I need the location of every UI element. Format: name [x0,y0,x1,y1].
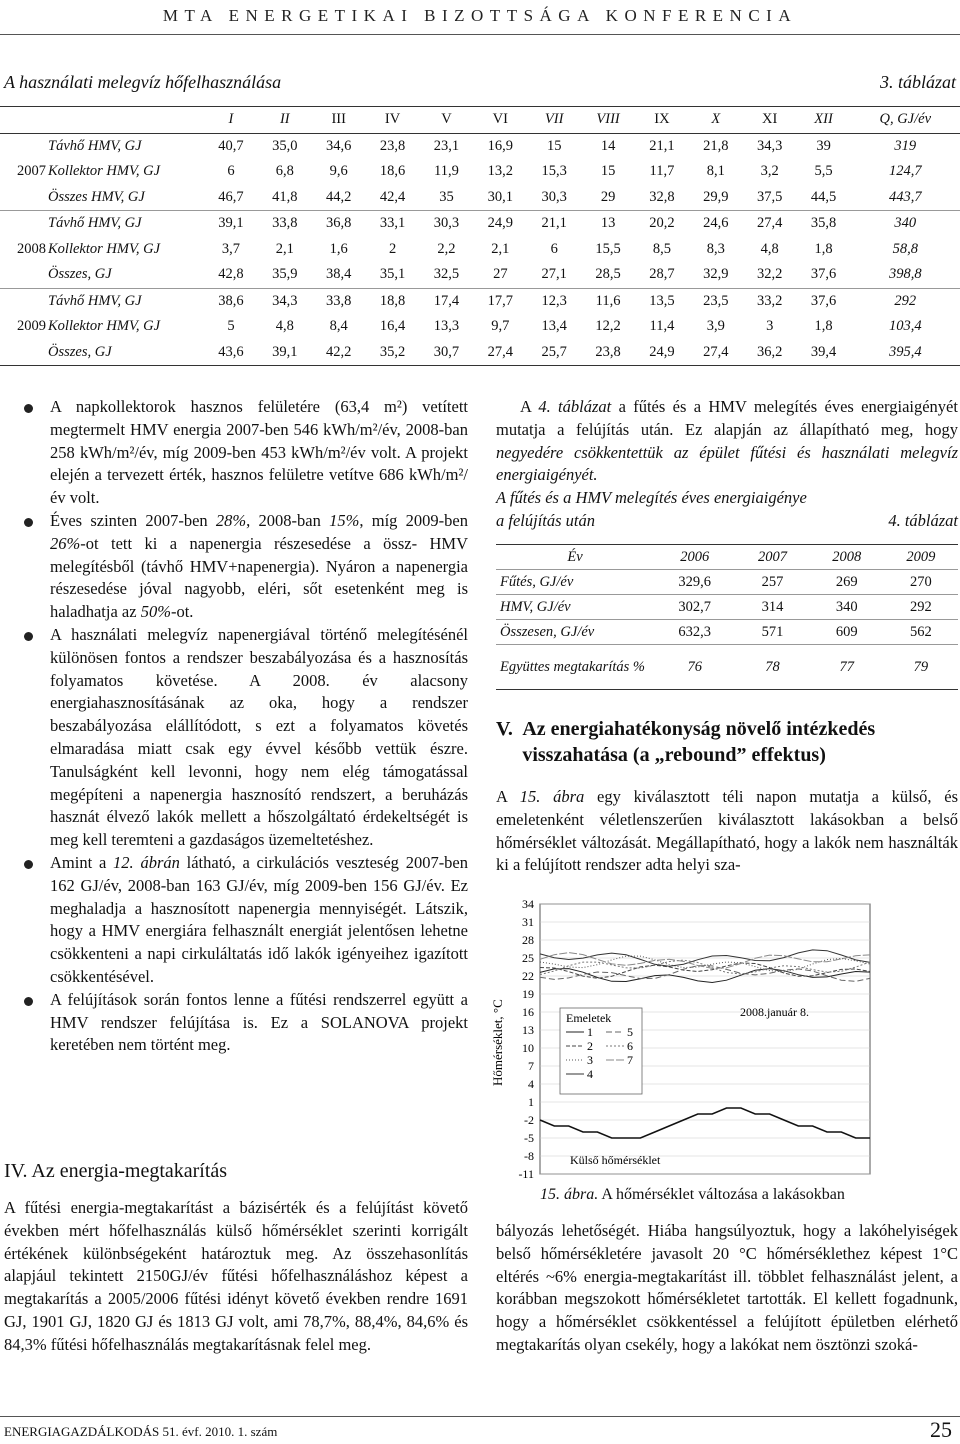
table-cell: 1,8 [814,318,833,335]
row-label: Összes HMV, GJ [48,185,204,211]
row-year [0,340,48,366]
bullet-icon [24,632,33,641]
table3-number: 3. táblázat [879,72,956,92]
table-cell: 9,7 [491,318,510,335]
table-cell: 33,8 [326,292,352,309]
table-cell: 23,1 [433,137,460,154]
col-header: VIII [581,107,635,134]
table-cell: 2,1 [491,240,510,257]
table-cell: 34,3 [757,137,783,154]
row-label: Távhő HMV, GJ [48,215,142,232]
table-cell: 9,6 [329,163,348,180]
table-cell: 30,3 [527,185,581,211]
legend-label: 6 [627,1039,633,1053]
table-row: Fűtés, GJ/év 329,6 257 269 270 [496,570,958,595]
table-cell: 30,3 [433,215,460,232]
row-label: Távhő HMV, GJ [48,292,142,309]
table-cell: 29,9 [689,185,743,211]
table-cell: 37,6 [797,262,851,288]
table-cell: 13,3 [433,318,460,335]
table-cell: 1,6 [329,240,348,257]
table4-number: 4. táblázat [888,510,958,530]
table3 [0,106,960,366]
table-cell: 18,8 [379,292,406,309]
figure-caption: 15. ábra. A hőmérséklet változása a lakásokban [540,1186,845,1203]
table3-header-row [0,107,960,134]
table-cell: 5 [227,318,235,335]
table4-title: A fűtés és a HMV melegítés éves energiaigénye [496,488,807,508]
row-year: 2008 [17,240,46,257]
table-row [0,211,960,237]
row-label: Távhő HMV, GJ [48,137,142,154]
table-cell: 15 [600,163,616,180]
table-cell: 103,4 [888,318,922,335]
series-line-outside [540,1108,870,1138]
y-tick-label: -2 [524,1113,534,1127]
table-cell: 6,8 [275,163,294,180]
table-cell: 8,3 [706,240,725,257]
table-cell: 398,8 [851,262,960,288]
table-cell: 24,9 [487,215,513,232]
y-tick-label: 31 [522,915,534,929]
table-cell: 32,2 [743,262,797,288]
table3-title: A használati melegvíz hőfelhasználása [4,72,282,92]
table-cell: 11,7 [649,163,675,180]
legend-label: 2 [587,1039,593,1053]
table-cell: 30,1 [473,185,527,211]
col-header: VII [527,107,581,134]
y-tick-label: 1 [528,1095,534,1109]
table-cell: 42,8 [204,262,258,288]
table-cell: 13,2 [487,163,513,180]
table-cell: 16,9 [487,137,513,154]
col-header: XII [797,107,851,134]
table-cell: 44,2 [312,185,366,211]
table-cell: 39,1 [218,215,244,232]
table-cell: 37,6 [810,292,837,309]
chart-title: 2008.január 8. [740,1005,809,1019]
table-cell: 340 [894,215,917,232]
table-cell: 20,2 [649,215,675,232]
table-cell: 27,1 [527,262,581,288]
y-tick-label: 25 [522,951,534,965]
legend-label: 4 [587,1067,593,1081]
table-cell: 3,9 [706,318,725,335]
series-line-floor-3 [540,956,870,972]
row-year [0,262,48,288]
table-cell: 23,8 [379,137,406,154]
legend-label: 3 [587,1053,593,1067]
y-tick-label: -11 [518,1167,534,1181]
row-year [0,185,48,211]
table-cell: 35,1 [366,262,420,288]
legend-label: 5 [627,1025,633,1039]
table-cell: 39 [816,137,831,154]
left-column [4,396,468,1057]
table-cell: 17,7 [487,292,513,309]
table-cell: 3,7 [221,240,240,257]
section-4-body: A fűtési energia-megtakarítást a bázisérték és a felújítást követő években mért hőfelhasználás külső hőmérséklet szerinti korrigált értékének különbségeként határoztuk meg. Az összehasonlítás alapjául tekintett 2150GJ/év fűtési hőfelhasználáshoz képest a megtakarítás a 2005/2006 fűtési idényt követő években rendre 1691 GJ, 1901 GJ, 1820 GJ és 1813 GJ volt, ami 78,7%, 88,4%, 84,6% és 84,3% fűtési hőfelhasználás megtakarításnak felel meg. [4,1198,468,1354]
table-cell: 8,1 [706,163,725,180]
table-cell: 11,4 [649,318,675,335]
table-cell: 5,5 [814,163,833,180]
y-tick-label: 28 [522,933,534,947]
table-cell: 15 [546,137,562,154]
table4-header: Év 2006 2007 2008 2009 [496,545,958,570]
table-cell: 29 [581,185,635,211]
table-cell: 27,4 [757,215,783,232]
table-cell: 37,5 [743,185,797,211]
bullet-item: A használati melegvíz napenergiával történő melegítésénél különösen fontos a rendszer beszabályozása és a hasznosítás folyamatos követése. A 2008. év alacsony energiahasznosításának az oka, hogy a rendszer beszabályozása elállítódott, s ezt a folyamatos követés elmaradása miatt csak egy évvel később vettük észre. Tanulságként kell levonni, hogy nem elég támogatással megépíteni a napenergia hasznosító rendszert, a beruházás hasznát élvező lakók mellett a hőszolgáltató érdekeltségét is meg kell teremteni a gazdaságos üzemeltetéshez. [4,624,468,852]
row-year [0,288,48,314]
col-header: IX [635,107,689,134]
table-cell: 15,3 [541,163,567,180]
table-cell: 35 [420,185,474,211]
col-header: XI [743,107,797,134]
y-tick-label: 16 [522,1005,534,1019]
table-cell: 319 [894,137,917,154]
table-cell: 38,6 [218,292,244,309]
table-cell: 27,4 [689,340,743,366]
table-cell: 6 [550,240,558,257]
y-axis-label: Hőmérséklet, °C [490,999,505,1086]
col-header: IV [366,107,420,134]
table-cell: 8,5 [652,240,671,257]
table-cell: 35,8 [810,215,837,232]
table-cell: 30,7 [420,340,474,366]
table-cell: 18,6 [379,163,406,180]
table-cell: 32,5 [420,262,474,288]
table-cell: 292 [894,292,917,309]
series-line-floor-5 [540,966,870,982]
table-row [0,340,960,366]
table-cell: 41,8 [258,185,312,211]
table-cell: 32,8 [635,185,689,211]
table-cell: 42,2 [312,340,366,366]
table-row [0,237,960,263]
table-row: Összesen, GJ/év 632,3 571 609 562 [496,620,958,645]
table4 [496,544,958,690]
table-cell: 46,7 [204,185,258,211]
col-header: II [258,107,312,134]
row-label: Kollektor HMV, GJ [48,318,161,335]
table-row [0,133,960,159]
table-cell: 58,8 [892,240,918,257]
table-cell: 28,5 [581,262,635,288]
table-cell: 36,2 [743,340,797,366]
table-cell: 4,8 [760,240,779,257]
footer-journal: ENERGIAGAZDÁLKODÁS 51. évf. 2010. 1. szám [4,1424,278,1439]
col-header: I [204,107,258,134]
table-cell: 124,7 [888,163,922,180]
running-header: MTA ENERGETIKAI BIZOTTSÁGA KONFERENCIA [162,6,798,25]
table-cell: 28,7 [635,262,689,288]
bullet-item: A napkollektorok hasznos felületére (63,4 m²) vetített megtermelt HMV energia 2007-ben 546 kWh/m²/év, 2008-ban 258 kWh/m²/év, míg 2009-ben 453 kWh/m²/év volt. A projekt elején a tervezett érték, hasznos felületre vetítve 686 kWh/m²/év volt. [4,396,468,510]
section-5-body: A 15. ábra egy kiválasztott téli napon mutatja a külső, és emeletenként véletlenszerűen kiválasztott lakásokban a belső hőmérséklet változását. Megállapítható, hogy a lakók nem használták ki a felújított rendszer adta helyi sza- [496,787,959,875]
header-rule [0,34,960,35]
table-cell: 15,5 [595,240,621,257]
col-header: X [689,107,743,134]
table-cell: 2 [388,240,397,257]
section-4-heading: IV. Az energia-megtakarítás [4,1160,228,1182]
bullet-icon [24,997,33,1006]
table-cell: 33,8 [272,215,298,232]
right-column-intro [496,396,958,533]
table-cell: 395,4 [851,340,960,366]
col-header: V [420,107,474,134]
table-cell: 8,4 [329,318,348,335]
table-cell: 42,4 [366,185,420,211]
y-tick-label: -8 [524,1149,534,1163]
table-cell: 35,9 [258,262,312,288]
table-cell: 35,0 [272,137,298,154]
table-cell: 13,4 [541,318,567,335]
bullet-icon [24,404,33,413]
row-label: Összes, GJ [48,340,204,366]
table-cell: 11,9 [434,163,459,180]
table-cell: 6 [227,163,235,180]
table-cell: 33,2 [757,292,783,309]
table-cell: 40,7 [218,137,244,154]
col-header: Q, GJ/év [851,107,960,134]
row-year: 2007 [17,163,46,180]
row-label: Kollektor HMV, GJ [48,240,161,257]
col-header: III [312,107,366,134]
table-row [0,262,960,288]
table-cell: 39,4 [797,340,851,366]
table-row: HMV, GJ/év 302,7 314 340 292 [496,595,958,620]
table-cell: 12,3 [541,292,567,309]
table-cell: 2,2 [437,240,456,257]
table4-title-line2: a felújítás után 4. táblázat [496,510,958,533]
table-cell: 32,9 [689,262,743,288]
table-cell: 16,4 [379,318,406,335]
table-cell: 34,3 [272,292,298,309]
legend-title: Emeletek [566,1011,612,1025]
table-cell: 4,8 [275,318,294,335]
table-cell: 36,8 [326,215,352,232]
footer-rule [0,1416,960,1417]
table-cell: 3,2 [760,163,779,180]
bullet-item: Amint a 12. ábrán látható, a cirkulációs veszteség 2007-ben 162 GJ/év, 2008-ban 163 GJ/év, míg 2009-ben 156 GJ/év. Ez meghaladja a hasznosított napenergia mennyiségét. Látszik, hogy a HMV energiára felhasznált energiát jelentősen lehetne csökkenteni a napi cirkuláltatás idő lakók igényeihez igazított csökkentésével. [4,852,468,989]
table-cell: 11,6 [595,292,621,309]
table-cell: 2,1 [275,240,294,257]
table-row [0,159,960,185]
table-cell: 12,2 [595,318,621,335]
y-tick-label: 34 [522,897,534,911]
y-tick-label: 4 [528,1077,534,1091]
paragraph: A 4. táblázat a fűtés és a HMV melegítés éves energiaigényét mutatja a felújítás után. Ez alapján az állapítható meg, hogy negyedére csökkentettük az épület fűtési és használati melegvíz energiaigényét. [496,397,958,485]
table-cell: 443,7 [851,185,960,211]
table-cell: 23,8 [581,340,635,366]
y-tick-label: 13 [522,1023,534,1037]
row-label: Összes, GJ [48,262,204,288]
section-5-heading: V. Az energiahatékonyság növelő intézkedés visszahatása (a „rebound” effektus) [496,718,876,766]
row-year: 2009 [17,318,46,335]
row-year [0,133,48,159]
y-tick-label: 7 [528,1059,534,1073]
table-row [0,288,960,314]
table-row [0,185,960,211]
table-cell: 35,2 [366,340,420,366]
table-cell: 23,5 [703,292,729,309]
y-tick-label: -5 [524,1131,534,1145]
table-cell: 17,4 [433,292,460,309]
table-cell: 13 [600,215,616,232]
table-cell: 24,9 [635,340,689,366]
outside-label: Külső hőmérséklet [570,1153,661,1167]
table-cell: 34,6 [326,137,352,154]
row-label: Kollektor HMV, GJ [48,163,161,180]
table-cell: 44,5 [797,185,851,211]
table-cell: 33,1 [379,215,406,232]
table-cell: 21,1 [541,215,567,232]
y-tick-label: 22 [522,969,534,983]
y-tick-label: 10 [522,1041,534,1055]
table-row [0,314,960,340]
table-cell: 27 [473,262,527,288]
legend-label: 7 [627,1053,633,1067]
table-cell: 43,6 [204,340,258,366]
table-cell: 21,1 [649,137,675,154]
table-cell: 21,8 [703,137,729,154]
page-number: 25 [930,1417,952,1442]
table-cell: 13,5 [649,292,675,309]
bullet-item: Éves szinten 2007-ben 28%, 2008-ban 15%, míg 2009-ben 26%-ot tett ki a napenergia részesedése a össz- HMV melegítésből (távhő HMV+napenergia). Nyáron a napenergia részesedése jóval nagyobb, eléri, sőt esetenként meg is haladhatja az 50%-ot. [4,510,468,624]
table-row: Együttes megtakarítás % 76 78 77 79 [496,645,958,690]
table-cell: 27,4 [473,340,527,366]
right-column-continuation: bályozás lehetőségét. Hiába hangsúlyoztuk, hogy a lakóhelyiségek belső hőmérsékletére javasolt 20 °C hőmérséklethez képest 1°C eltérés ~6% energia-megtakarítást ill. többlet felhasználást jelent, a korábban megszokott hőmérsékletet tartották. El kellett fogadnunk, hogy a hőmérséklet csökkentéssel a felújított épületben elérhető megtakarítás olyan csekély, hogy a lakókat nem ösztönzi szoká- [496,1221,958,1354]
bullet-item: A felújítások során fontos lenne a fűtési rendszerrel együtt a HMV rendszer felújítása is. Ez a SOLANOVA projekt keretében nem történt meg. [4,989,468,1057]
bullet-icon [24,518,33,527]
legend-label: 1 [587,1025,593,1039]
table-cell: 1,8 [814,240,833,257]
table-cell: 3 [766,318,774,335]
table-cell: 24,6 [703,215,729,232]
table-cell: 39,1 [258,340,312,366]
table-cell: 38,4 [312,262,366,288]
temperature-chart [480,896,880,1186]
table-cell: 25,7 [527,340,581,366]
row-year [0,211,48,237]
bullet-icon [24,860,33,869]
table-cell: 14 [600,137,616,154]
y-tick-label: 19 [522,987,534,1001]
col-header: VI [473,107,527,134]
